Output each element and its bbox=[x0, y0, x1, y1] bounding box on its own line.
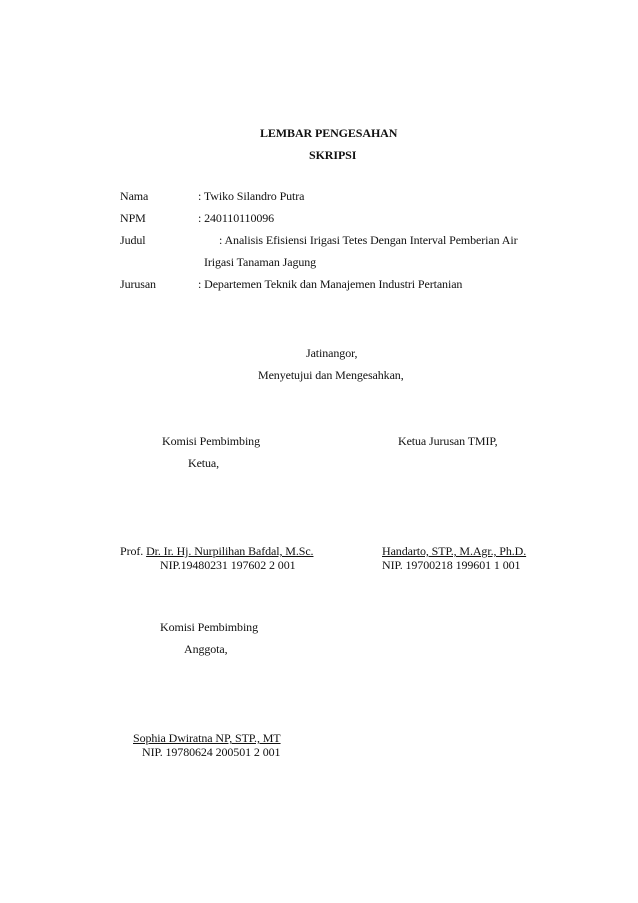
npm-label: NPM bbox=[120, 211, 146, 225]
anggota-komisi-name: Sophia Dwiratna NP, STP., MT bbox=[133, 731, 281, 745]
ketua-jurusan-role: Ketua Jurusan TMIP, bbox=[398, 434, 498, 448]
page-title: LEMBAR PENGESAHAN bbox=[260, 126, 398, 140]
anggota-komisi-nip: NIP. 19780624 200501 2 001 bbox=[142, 745, 281, 759]
ketua-komisi-prefix: Prof. bbox=[120, 544, 147, 558]
ketua-komisi-position: Ketua, bbox=[188, 456, 220, 470]
ketua-jurusan-nip: NIP. 19700218 199601 1 001 bbox=[382, 558, 521, 572]
anggota-komisi-role: Komisi Pembimbing bbox=[160, 620, 258, 634]
jurusan-label: Jurusan bbox=[120, 277, 156, 291]
anggota-komisi-position: Anggota, bbox=[184, 642, 228, 656]
jurusan-value: : Departemen Teknik dan Manajemen Industri Pertanian bbox=[198, 277, 463, 291]
ketua-komisi-nip: NIP.19480231 197602 2 001 bbox=[160, 558, 296, 572]
ketua-komisi-name-underlined: Dr. Ir. Hj. Nurpilihan Bafdal, M.Sc. bbox=[146, 544, 314, 558]
nama-value: : Twiko Silandro Putra bbox=[198, 189, 305, 203]
page-subtitle: SKRIPSI bbox=[309, 148, 357, 162]
nama-label: Nama bbox=[120, 189, 149, 203]
approval-text: Menyetujui dan Mengesahkan, bbox=[258, 368, 404, 382]
judul-label: Judul bbox=[120, 233, 146, 247]
ketua-jurusan-name: Handarto, STP., M.Agr., Ph.D. bbox=[382, 544, 527, 558]
ketua-komisi-name bbox=[120, 544, 313, 558]
judul-value-line2: Irigasi Tanaman Jagung bbox=[204, 255, 317, 269]
npm-value: : 240110110096 bbox=[198, 211, 275, 225]
place-text: Jatinangor, bbox=[306, 346, 358, 360]
judul-value-line1: : Analisis Efisiensi Irigasi Tetes Dengan Interval Pemberian Air bbox=[219, 233, 518, 247]
ketua-komisi-role: Komisi Pembimbing bbox=[162, 434, 260, 448]
